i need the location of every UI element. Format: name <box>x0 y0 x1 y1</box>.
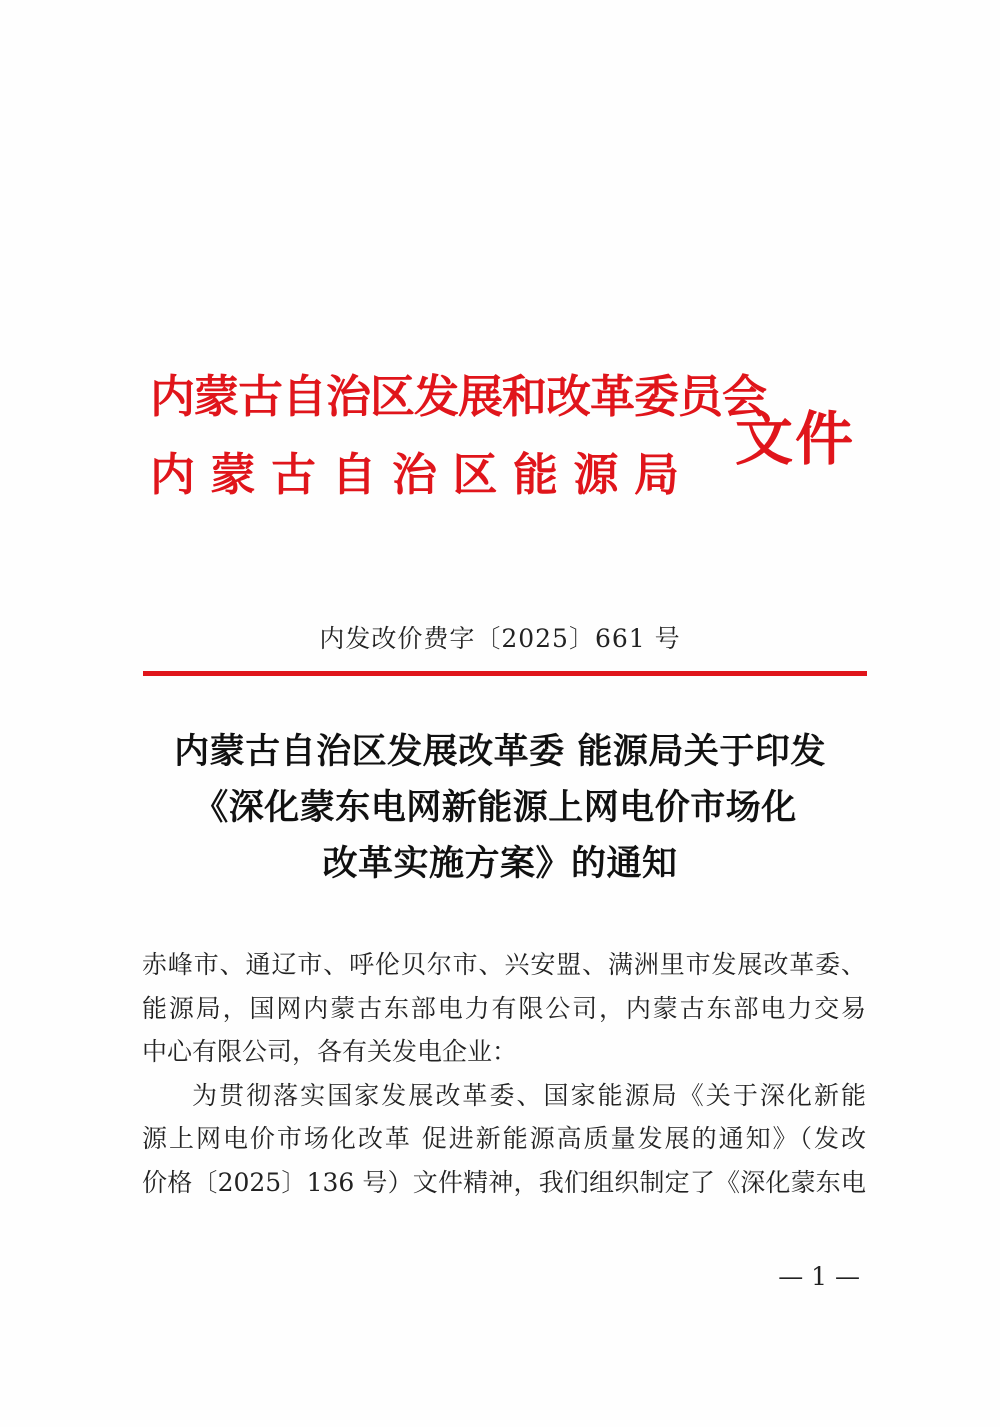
masthead <box>150 352 870 502</box>
paragraph-line-2: 源上网电价市场化改革 促进新能源高质量发展的通知》（发改 <box>142 1124 866 1153</box>
red-separator-line <box>143 671 867 676</box>
recipients-line-1: 赤峰市、通辽市、呼伦贝尔市、兴安盟、满洲里市发展改革委、 <box>142 950 866 979</box>
page-number: — 1 — <box>778 1262 860 1291</box>
recipients-line-3: 中心有限公司，各有关发电企业： <box>142 1037 518 1066</box>
document-title <box>0 724 1000 892</box>
title-line-1: 内蒙古自治区发展改革委 能源局关于印发 <box>174 731 826 772</box>
title-line-2: 《深化蒙东电网新能源上网电价市场化 <box>193 787 797 828</box>
paragraph-line-3: 价格〔2025〕136 号）文件精神，我们组织制定了《深化蒙东电 <box>142 1167 866 1197</box>
title-line-3: 改革实施方案》的通知 <box>322 843 678 884</box>
issuer-name-energy-bureau: 内蒙古自治区能源局 <box>150 448 695 501</box>
recipients-line-2: 能源局，国网内蒙古东部电力有限公司，内蒙古东部电力交易 <box>142 993 866 1023</box>
document-type-label: 文件 <box>735 405 856 473</box>
document-number: 内发改价费字〔2025〕661 号 <box>319 624 681 653</box>
document-body <box>142 943 866 1204</box>
issuer-name-development-reform-commission: 内蒙古自治区发展和改革委员会 <box>150 370 767 423</box>
paragraph-line-1: 为贯彻落实国家发展改革委、国家能源局《关于深化新能 <box>192 1080 866 1110</box>
